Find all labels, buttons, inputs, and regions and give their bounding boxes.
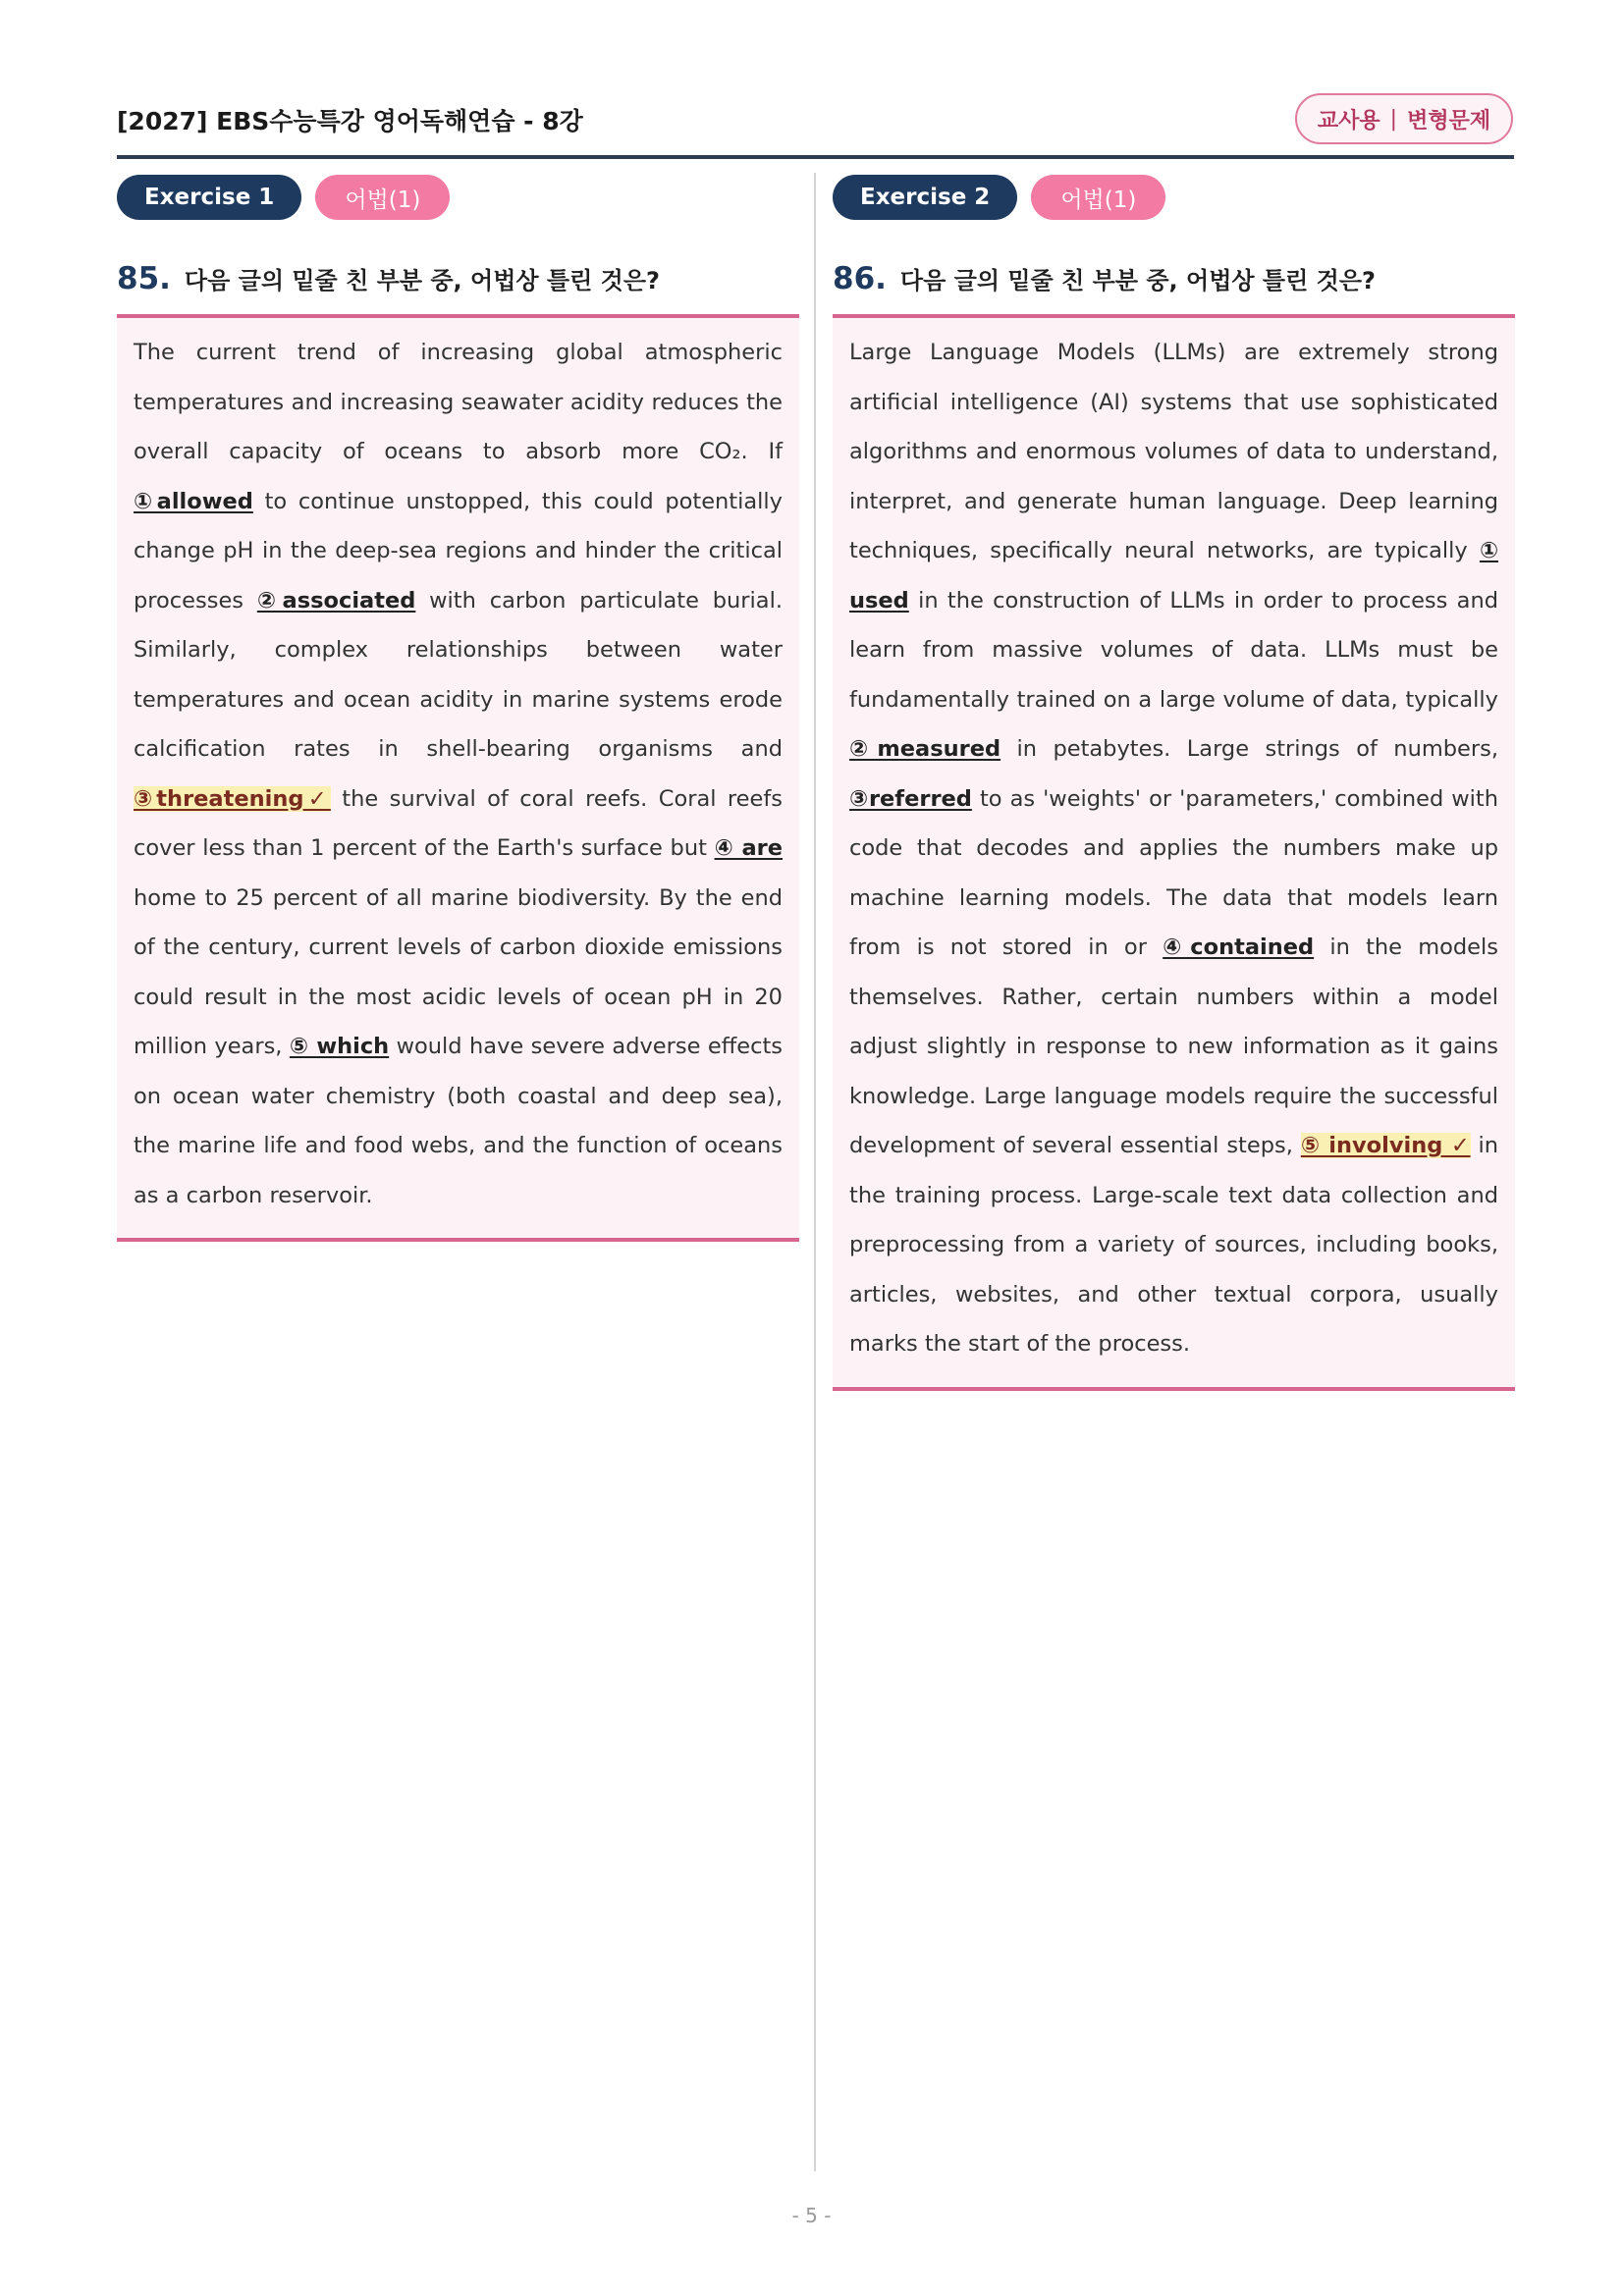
exercise-1-type-tag: 어법(1) [315,175,450,220]
exercise-2-column [833,173,1515,1391]
question-86 [833,261,1515,304]
underlined-choice-4: ④ are [714,835,783,861]
question-85 [117,261,799,304]
passage-85 [117,318,799,1238]
question-number: 86. [833,261,887,296]
passage-text: in petabytes. Large strings of numbers, [1001,736,1498,762]
underlined-choice-5: ⑤ which [289,1034,390,1059]
column-divider [814,173,816,2171]
underlined-choice-4: ④contained [1163,934,1315,960]
exercise-1-tags [117,173,799,222]
teacher-edition-badge [1295,93,1513,144]
page-title: [2027] EBS수능특강 영어독해연습 - 8강 [117,107,583,135]
passage-text: Large Language Models (LLMs) are extremely strong artificial intelligence (AI) systems that use sophisticated algorithms and enormous volumes of data to understand, interpret, and generate human language. Deep learning techniques, specifically neural networks, are typically [849,340,1498,563]
underlined-choice-1: ① used [849,538,1498,614]
passage-text: to as 'weights' or 'parameters,' combined with code that decodes and applies the numbers make up machine learning models. The data that models learn from is not stored in or [849,785,1498,960]
underlined-choice-1: ①allowed [134,488,253,514]
underlined-choice-2: ②associated [256,587,416,614]
passage-text: the survival of coral reefs. Coral reefs cover less than 1 percent of the Earth's surface but [134,785,783,861]
passage-text: in the training process. Large-scale text data collection and preprocessing from a variety of sources, including books, articles, websites, and other textual corpora, usually marks the start of the process. [849,1133,1499,1357]
answer-choice-3-highlight: ③threatening✓ [134,785,331,812]
badge-teacher-label: 교사용 [1317,108,1380,133]
header-rule [117,155,1514,159]
passage-text: to continue unstopped, this could potentially change pH in the deep-sea regions and hinder the critical processes [134,488,783,614]
badge-variant-label: 변형문제 [1407,108,1491,133]
passage-86 [833,318,1515,1387]
exercise-2-type-tag: 어법(1) [1031,175,1165,220]
passage-text: would have severe adverse effects on ocean water chemistry (both coastal and deep sea), the marine life and food webs, and the function of oceans as a carbon reservoir. [134,1034,783,1208]
exercise-2-tags [833,173,1515,222]
exercise-1-column [117,173,799,1242]
underlined-choice-3: ③referred [849,785,972,812]
passage-bottom-rule [833,1387,1515,1391]
exercise-1-tag: Exercise 1 [117,175,301,220]
passage-text: in the models themselves. Rather, certain numbers within a model adjust slightly in response to new information as it gains knowledge. Large language models require the successful development of several essential steps, [849,934,1498,1158]
question-text: 다음 글의 밑줄 친 부분 중, 어법상 틀린 것은? [899,267,1376,294]
passage-bottom-rule [117,1238,799,1242]
exercise-2-tag: Exercise 2 [833,175,1017,220]
badge-separator: | [1389,106,1398,132]
passage-text: The current trend of increasing global atmospheric temperatures and increasing seawater acidity reduces the overall capacity of oceans to absorb more CO₂. If [134,340,783,464]
question-number: 85. [117,261,171,296]
passage-text: in the construction of LLMs in order to process and learn from massive volumes of data. LLMs must be fundamentally trained on a large volume of data, typically [849,587,1498,713]
page-number: - 5 - [791,2204,832,2227]
question-text: 다음 글의 밑줄 친 부분 중, 어법상 틀린 것은? [184,267,660,294]
passage-text: with carbon particulate burial. Similarly, complex relationships between water temperatures and ocean acidity in marine systems erode calcification rates in shell-bearing organisms and [134,587,783,762]
passage-text: home to 25 percent of all marine biodiversity. By the end of the century, current levels of carbon dioxide emissions could result in the most acidic levels of ocean pH in 20 million years, [134,884,783,1059]
underlined-choice-2: ②measured [849,736,1001,762]
answer-choice-5-highlight: ⑤ involving ✓ [1300,1133,1471,1158]
